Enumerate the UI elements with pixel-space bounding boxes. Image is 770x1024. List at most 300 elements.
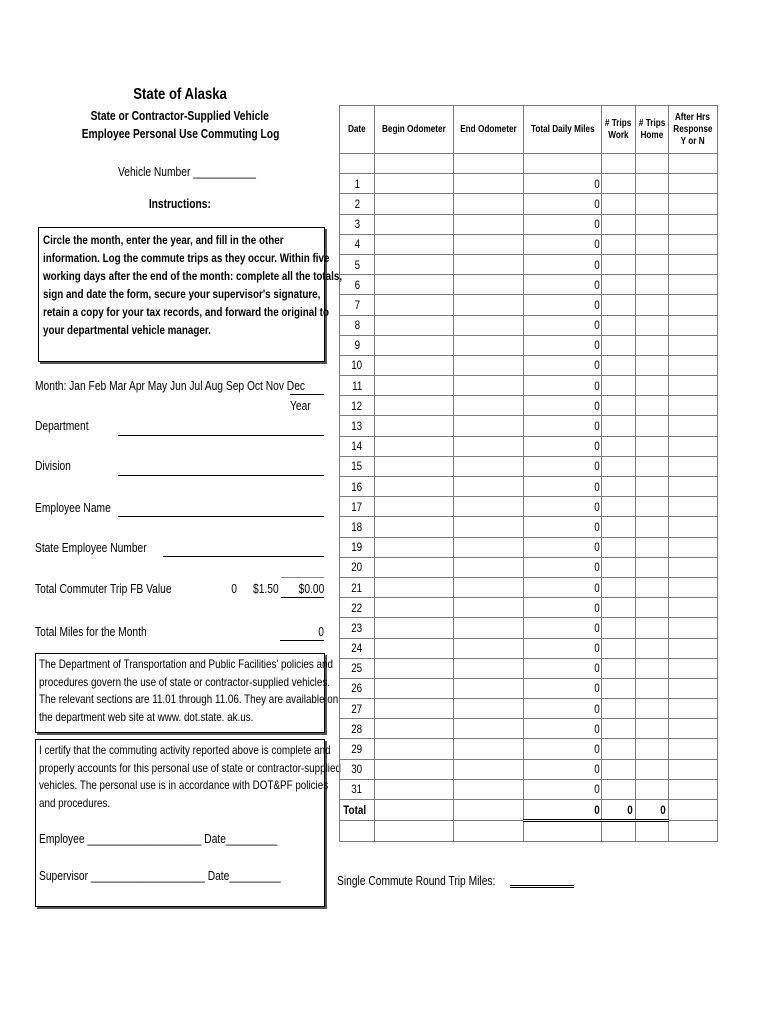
commuter-fb-label: Total Commuter Trip FB Value <box>35 582 172 596</box>
header-trips-work: # Trips Work <box>602 106 635 154</box>
table-row <box>340 638 718 658</box>
end-odometer-cell[interactable] <box>453 376 523 396</box>
after-hours-cell[interactable] <box>668 295 717 315</box>
begin-odometer-cell[interactable] <box>375 275 454 295</box>
end-odometer-cell[interactable] <box>453 557 523 577</box>
year-field[interactable]: Year <box>290 399 311 413</box>
after-hours-cell[interactable] <box>668 719 717 739</box>
trips-home-cell[interactable] <box>635 618 668 638</box>
begin-odometer-cell[interactable] <box>375 699 454 719</box>
after-hours-cell[interactable] <box>668 315 717 335</box>
after-hours-cell[interactable] <box>668 497 717 517</box>
form-subtitle-1: State or Contractor-Supplied Vehicle <box>90 109 270 123</box>
begin-odometer-cell[interactable] <box>375 254 454 274</box>
day-cell: 15 <box>340 456 375 476</box>
begin-odometer-cell[interactable] <box>375 477 454 497</box>
table-row <box>340 194 718 214</box>
daily-miles-cell: 0 <box>523 618 602 638</box>
employee-name-label: Employee Name <box>35 501 111 515</box>
daily-miles-cell: 0 <box>523 759 602 779</box>
day-cell: 5 <box>340 254 375 274</box>
end-odometer-cell[interactable] <box>453 638 523 658</box>
begin-odometer-cell[interactable] <box>375 497 454 517</box>
daily-miles-cell: 0 <box>523 295 602 315</box>
begin-odometer-cell[interactable] <box>375 577 454 597</box>
daily-miles-cell: 0 <box>523 517 602 537</box>
trips-home-cell[interactable] <box>635 678 668 698</box>
commuter-rate: $1.50 <box>253 582 279 596</box>
total-daily-miles-sum: 0 <box>523 800 602 821</box>
trips-work-cell[interactable] <box>602 355 635 375</box>
after-hours-cell[interactable] <box>668 537 717 557</box>
trips-home-cell[interactable] <box>635 739 668 759</box>
begin-odometer-cell[interactable] <box>375 517 454 537</box>
trips-home-cell[interactable] <box>635 275 668 295</box>
table-row <box>340 618 718 638</box>
end-odometer-cell[interactable] <box>453 315 523 335</box>
trips-home-cell[interactable] <box>635 779 668 799</box>
day-cell: 28 <box>340 719 375 739</box>
daily-miles-cell: 0 <box>523 699 602 719</box>
instructions-line: retain a copy for your tax records, and forward the original to <box>43 305 329 319</box>
table-row <box>340 779 718 799</box>
end-odometer-cell[interactable] <box>453 174 523 194</box>
trips-work-cell[interactable] <box>602 537 635 557</box>
end-odometer-cell[interactable] <box>453 355 523 375</box>
trips-home-cell[interactable] <box>635 416 668 436</box>
trips-work-cell[interactable] <box>602 214 635 234</box>
trips-home-cell[interactable] <box>635 214 668 234</box>
day-cell: 25 <box>340 658 375 678</box>
trips-home-cell[interactable] <box>635 719 668 739</box>
total-miles-value: 0 <box>318 625 324 639</box>
table-row <box>340 396 718 416</box>
table-row <box>340 456 718 476</box>
day-cell: 3 <box>340 214 375 234</box>
after-hours-cell[interactable] <box>668 779 717 799</box>
table-row <box>340 699 718 719</box>
table-row <box>340 376 718 396</box>
trips-work-cell[interactable] <box>602 396 635 416</box>
day-cell: 2 <box>340 194 375 214</box>
trips-work-cell[interactable] <box>602 295 635 315</box>
table-row <box>340 598 718 618</box>
table-total-row <box>340 800 718 821</box>
division-label: Division <box>35 459 71 473</box>
trips-work-cell[interactable] <box>602 577 635 597</box>
daily-miles-cell: 0 <box>523 315 602 335</box>
trips-home-cell[interactable] <box>635 537 668 557</box>
end-odometer-cell[interactable] <box>453 517 523 537</box>
after-hours-cell[interactable] <box>668 557 717 577</box>
certification-line: vehicles. The personal use is in accordance with DOT&PF policies <box>39 778 329 792</box>
trips-home-cell[interactable] <box>635 598 668 618</box>
trips-work-cell[interactable] <box>602 436 635 456</box>
table-row <box>340 174 718 194</box>
trips-work-cell[interactable] <box>602 759 635 779</box>
daily-miles-cell: 0 <box>523 396 602 416</box>
table-row <box>340 577 718 597</box>
trips-home-cell[interactable] <box>635 234 668 254</box>
end-odometer-cell[interactable] <box>453 254 523 274</box>
after-hours-cell[interactable] <box>668 739 717 759</box>
begin-odometer-cell[interactable] <box>375 779 454 799</box>
after-hours-cell[interactable] <box>668 254 717 274</box>
begin-odometer-cell[interactable] <box>375 174 454 194</box>
instructions-line: working days after the end of the month: complete all the totals, <box>43 269 343 283</box>
daily-miles-cell: 0 <box>523 174 602 194</box>
trips-work-cell[interactable] <box>602 517 635 537</box>
trips-work-cell[interactable] <box>602 557 635 577</box>
after-hours-cell[interactable] <box>668 275 717 295</box>
after-hours-cell[interactable] <box>668 355 717 375</box>
instructions-line: information. Log the commute trips as they occur. Within five <box>43 251 330 265</box>
trips-work-cell[interactable] <box>602 739 635 759</box>
table-row <box>340 497 718 517</box>
instructions-line: Circle the month, enter the year, and fill in the other <box>43 233 284 247</box>
header-trips-home: # Trips Home <box>635 106 668 154</box>
begin-odometer-cell[interactable] <box>375 396 454 416</box>
trips-work-cell[interactable] <box>602 456 635 476</box>
begin-odometer-cell[interactable] <box>375 618 454 638</box>
table-row <box>340 214 718 234</box>
commuter-value-underline <box>281 597 324 598</box>
end-odometer-cell[interactable] <box>453 234 523 254</box>
begin-odometer-cell[interactable] <box>375 194 454 214</box>
employee-number-label: State Employee Number <box>35 541 147 555</box>
daily-miles-cell: 0 <box>523 577 602 597</box>
trips-work-cell[interactable] <box>602 477 635 497</box>
after-hours-cell[interactable] <box>668 658 717 678</box>
after-hours-cell[interactable] <box>668 759 717 779</box>
table-row <box>340 355 718 375</box>
trips-home-cell[interactable] <box>635 759 668 779</box>
daily-miles-cell: 0 <box>523 456 602 476</box>
table-trailing-row <box>340 821 718 842</box>
begin-odometer-cell[interactable] <box>375 416 454 436</box>
daily-miles-cell: 0 <box>523 436 602 456</box>
day-cell: 26 <box>340 678 375 698</box>
table-row <box>340 295 718 315</box>
end-odometer-cell[interactable] <box>453 719 523 739</box>
end-odometer-cell[interactable] <box>453 396 523 416</box>
table-row <box>340 678 718 698</box>
after-hours-cell[interactable] <box>668 598 717 618</box>
begin-odometer-cell[interactable] <box>375 638 454 658</box>
end-odometer-cell[interactable] <box>453 295 523 315</box>
begin-odometer-cell[interactable] <box>375 739 454 759</box>
total-miles-underline <box>280 640 324 641</box>
page-title: State of Alaska <box>133 86 227 103</box>
begin-odometer-cell[interactable] <box>375 658 454 678</box>
end-odometer-cell[interactable] <box>453 214 523 234</box>
single-commute-input[interactable] <box>510 885 574 888</box>
vehicle-number-field[interactable]: Vehicle Number ___________ <box>118 165 256 179</box>
day-cell: 16 <box>340 477 375 497</box>
table-row <box>340 517 718 537</box>
daily-miles-cell: 0 <box>523 234 602 254</box>
begin-odometer-cell[interactable] <box>375 295 454 315</box>
day-cell: 20 <box>340 557 375 577</box>
trips-home-cell[interactable] <box>635 315 668 335</box>
begin-odometer-cell[interactable] <box>375 678 454 698</box>
end-odometer-cell[interactable] <box>453 335 523 355</box>
day-cell: 1 <box>340 174 375 194</box>
form-subtitle-2: Employee Personal Use Commuting Log <box>81 127 280 141</box>
after-hours-cell[interactable] <box>668 517 717 537</box>
begin-odometer-cell[interactable] <box>375 719 454 739</box>
after-hours-cell[interactable] <box>668 699 717 719</box>
day-cell: 27 <box>340 699 375 719</box>
total-trips-work-sum: 0 <box>602 800 635 821</box>
supervisor-signature-field[interactable]: Supervisor ____________________ Date_________ <box>39 869 281 883</box>
trips-home-cell[interactable] <box>635 638 668 658</box>
day-cell: 19 <box>340 537 375 557</box>
daily-miles-cell: 0 <box>523 557 602 577</box>
end-odometer-cell[interactable] <box>453 658 523 678</box>
end-odometer-cell[interactable] <box>453 436 523 456</box>
end-odometer-cell[interactable] <box>453 678 523 698</box>
total-trips-home-sum: 0 <box>635 800 668 821</box>
table-row <box>340 739 718 759</box>
begin-odometer-cell[interactable] <box>375 214 454 234</box>
trips-home-cell[interactable] <box>635 194 668 214</box>
daily-miles-cell: 0 <box>523 416 602 436</box>
after-hours-cell[interactable] <box>668 577 717 597</box>
trips-work-cell[interactable] <box>602 174 635 194</box>
month-selector[interactable]: Month: Jan Feb Mar Apr May Jun Jul Aug Sep Oct Nov Dec <box>35 379 306 393</box>
trips-work-cell[interactable] <box>602 678 635 698</box>
table-blank-row <box>340 154 718 174</box>
instructions-line: your departmental vehicle manager. <box>43 323 211 337</box>
day-cell: 12 <box>340 396 375 416</box>
end-odometer-cell[interactable] <box>453 416 523 436</box>
trips-work-cell[interactable] <box>602 234 635 254</box>
trips-work-cell[interactable] <box>602 376 635 396</box>
policy-line: The relevant sections are 11.01 through 11.06. They are available on <box>39 692 339 706</box>
begin-odometer-cell[interactable] <box>375 315 454 335</box>
daily-miles-cell: 0 <box>523 658 602 678</box>
trips-home-cell[interactable] <box>635 517 668 537</box>
policy-line: The Department of Transportation and Public Facilities' policies and <box>39 657 333 671</box>
day-cell: 8 <box>340 315 375 335</box>
begin-odometer-cell[interactable] <box>375 456 454 476</box>
trips-work-cell[interactable] <box>602 638 635 658</box>
table-row <box>340 335 718 355</box>
trips-home-cell[interactable] <box>635 436 668 456</box>
after-hours-cell[interactable] <box>668 477 717 497</box>
trips-home-cell[interactable] <box>635 577 668 597</box>
after-hours-cell[interactable] <box>668 456 717 476</box>
daily-miles-cell: 0 <box>523 254 602 274</box>
daily-miles-cell: 0 <box>523 355 602 375</box>
begin-odometer-cell[interactable] <box>375 335 454 355</box>
table-row <box>340 254 718 274</box>
table-row <box>340 719 718 739</box>
end-odometer-cell[interactable] <box>453 477 523 497</box>
daily-miles-cell: 0 <box>523 719 602 739</box>
employee-number-input[interactable] <box>163 556 324 557</box>
policy-box <box>35 653 339 733</box>
trips-work-cell[interactable] <box>602 658 635 678</box>
begin-odometer-cell[interactable] <box>375 598 454 618</box>
day-cell: 29 <box>340 739 375 759</box>
commuter-fb-value: $0.00 <box>298 582 324 596</box>
end-odometer-cell[interactable] <box>453 618 523 638</box>
after-hours-cell[interactable] <box>668 396 717 416</box>
trips-home-cell[interactable] <box>635 376 668 396</box>
after-hours-cell[interactable] <box>668 436 717 456</box>
header-total-daily-miles: Total Daily Miles <box>523 106 602 154</box>
end-odometer-cell[interactable] <box>453 275 523 295</box>
daily-miles-cell: 0 <box>523 638 602 658</box>
policy-line: the department web site at www. dot.state. ak.us. <box>39 709 254 724</box>
day-cell: 22 <box>340 598 375 618</box>
trips-work-cell[interactable] <box>602 315 635 335</box>
trips-work-cell[interactable] <box>602 618 635 638</box>
after-hours-cell[interactable] <box>668 638 717 658</box>
trips-home-cell[interactable] <box>635 557 668 577</box>
end-odometer-cell[interactable] <box>453 699 523 719</box>
single-commute-label: Single Commute Round Trip Miles: <box>337 874 496 888</box>
day-cell: 11 <box>340 376 375 396</box>
day-cell: 31 <box>340 779 375 799</box>
after-hours-cell[interactable] <box>668 174 717 194</box>
trips-work-cell[interactable] <box>602 598 635 618</box>
after-hours-cell[interactable] <box>668 416 717 436</box>
daily-miles-cell: 0 <box>523 779 602 799</box>
table-header-row <box>340 106 718 154</box>
day-cell: 24 <box>340 638 375 658</box>
begin-odometer-cell[interactable] <box>375 355 454 375</box>
trips-home-cell[interactable] <box>635 295 668 315</box>
end-odometer-cell[interactable] <box>453 739 523 759</box>
after-hours-cell[interactable] <box>668 214 717 234</box>
begin-odometer-cell[interactable] <box>375 376 454 396</box>
after-hours-cell[interactable] <box>668 678 717 698</box>
month-underline <box>290 394 324 395</box>
table-row <box>340 275 718 295</box>
table-row <box>340 477 718 497</box>
trips-home-cell[interactable] <box>635 477 668 497</box>
after-hours-cell[interactable] <box>668 618 717 638</box>
trips-home-cell[interactable] <box>635 396 668 416</box>
trips-work-cell[interactable] <box>602 275 635 295</box>
daily-miles-cell: 0 <box>523 537 602 557</box>
certification-line: I certify that the commuting activity reported above is complete and <box>39 743 331 757</box>
begin-odometer-cell[interactable] <box>375 759 454 779</box>
header-begin-odometer: Begin Odometer <box>375 106 454 154</box>
certification-line: properly accounts for this personal use of state or contractor-supplied <box>39 760 341 775</box>
daily-miles-cell: 0 <box>523 376 602 396</box>
trips-work-cell[interactable] <box>602 416 635 436</box>
end-odometer-cell[interactable] <box>453 779 523 799</box>
after-hours-cell[interactable] <box>668 335 717 355</box>
table-row <box>340 436 718 456</box>
header-date: Date <box>340 106 375 154</box>
certification-line: and procedures. <box>39 795 111 810</box>
trips-home-cell[interactable] <box>635 497 668 517</box>
instructions-line: sign and date the form, secure your supervisor's signature, <box>43 287 321 301</box>
day-cell: 9 <box>340 335 375 355</box>
total-label: Total <box>340 800 375 821</box>
begin-odometer-cell[interactable] <box>375 537 454 557</box>
trips-home-cell[interactable] <box>635 254 668 274</box>
daily-miles-cell: 0 <box>523 497 602 517</box>
table-row <box>340 557 718 577</box>
day-cell: 14 <box>340 436 375 456</box>
employee-signature-field[interactable]: Employee ____________________ Date_________ <box>39 832 278 846</box>
trips-home-cell[interactable] <box>635 355 668 375</box>
trips-home-cell[interactable] <box>635 456 668 476</box>
daily-miles-cell: 0 <box>523 477 602 497</box>
day-cell: 23 <box>340 618 375 638</box>
day-cell: 30 <box>340 759 375 779</box>
daily-miles-cell: 0 <box>523 678 602 698</box>
department-input[interactable] <box>118 435 324 436</box>
trips-work-cell[interactable] <box>602 497 635 517</box>
trips-home-cell[interactable] <box>635 658 668 678</box>
department-label: Department <box>35 419 89 433</box>
end-odometer-cell[interactable] <box>453 456 523 476</box>
trips-home-cell[interactable] <box>635 174 668 194</box>
table-row <box>340 759 718 779</box>
after-hours-cell[interactable] <box>668 194 717 214</box>
end-odometer-cell[interactable] <box>453 577 523 597</box>
begin-odometer-cell[interactable] <box>375 557 454 577</box>
trips-work-cell[interactable] <box>602 699 635 719</box>
begin-odometer-cell[interactable] <box>375 436 454 456</box>
trips-home-cell[interactable] <box>635 335 668 355</box>
daily-miles-cell: 0 <box>523 598 602 618</box>
employee-name-input[interactable] <box>118 516 324 517</box>
begin-odometer-cell[interactable] <box>375 234 454 254</box>
trips-work-cell[interactable] <box>602 719 635 739</box>
end-odometer-cell[interactable] <box>453 537 523 557</box>
day-cell: 7 <box>340 295 375 315</box>
day-cell: 13 <box>340 416 375 436</box>
end-odometer-cell[interactable] <box>453 497 523 517</box>
certification-box <box>35 739 341 907</box>
end-odometer-cell[interactable] <box>453 759 523 779</box>
daily-miles-cell: 0 <box>523 335 602 355</box>
commute-log-table <box>339 105 718 842</box>
day-cell: 10 <box>340 355 375 375</box>
trips-work-cell[interactable] <box>602 779 635 799</box>
table-row <box>340 416 718 436</box>
end-odometer-cell[interactable] <box>453 194 523 214</box>
daily-miles-cell: 0 <box>523 214 602 234</box>
total-miles-label: Total Miles for the Month <box>35 625 147 639</box>
end-odometer-cell[interactable] <box>453 598 523 618</box>
trips-work-cell[interactable] <box>602 335 635 355</box>
trips-work-cell[interactable] <box>602 254 635 274</box>
trips-home-cell[interactable] <box>635 699 668 719</box>
daily-miles-cell: 0 <box>523 739 602 759</box>
daily-miles-cell: 0 <box>523 194 602 214</box>
day-cell: 18 <box>340 517 375 537</box>
after-hours-cell[interactable] <box>668 376 717 396</box>
header-after-hours: After Hrs Response Y or N <box>668 106 717 154</box>
day-cell: 17 <box>340 497 375 517</box>
daily-miles-cell: 0 <box>523 275 602 295</box>
day-cell: 4 <box>340 234 375 254</box>
table-row <box>340 537 718 557</box>
trips-work-cell[interactable] <box>602 194 635 214</box>
after-hours-cell[interactable] <box>668 234 717 254</box>
instructions-box <box>38 227 343 362</box>
division-input[interactable] <box>118 475 324 476</box>
